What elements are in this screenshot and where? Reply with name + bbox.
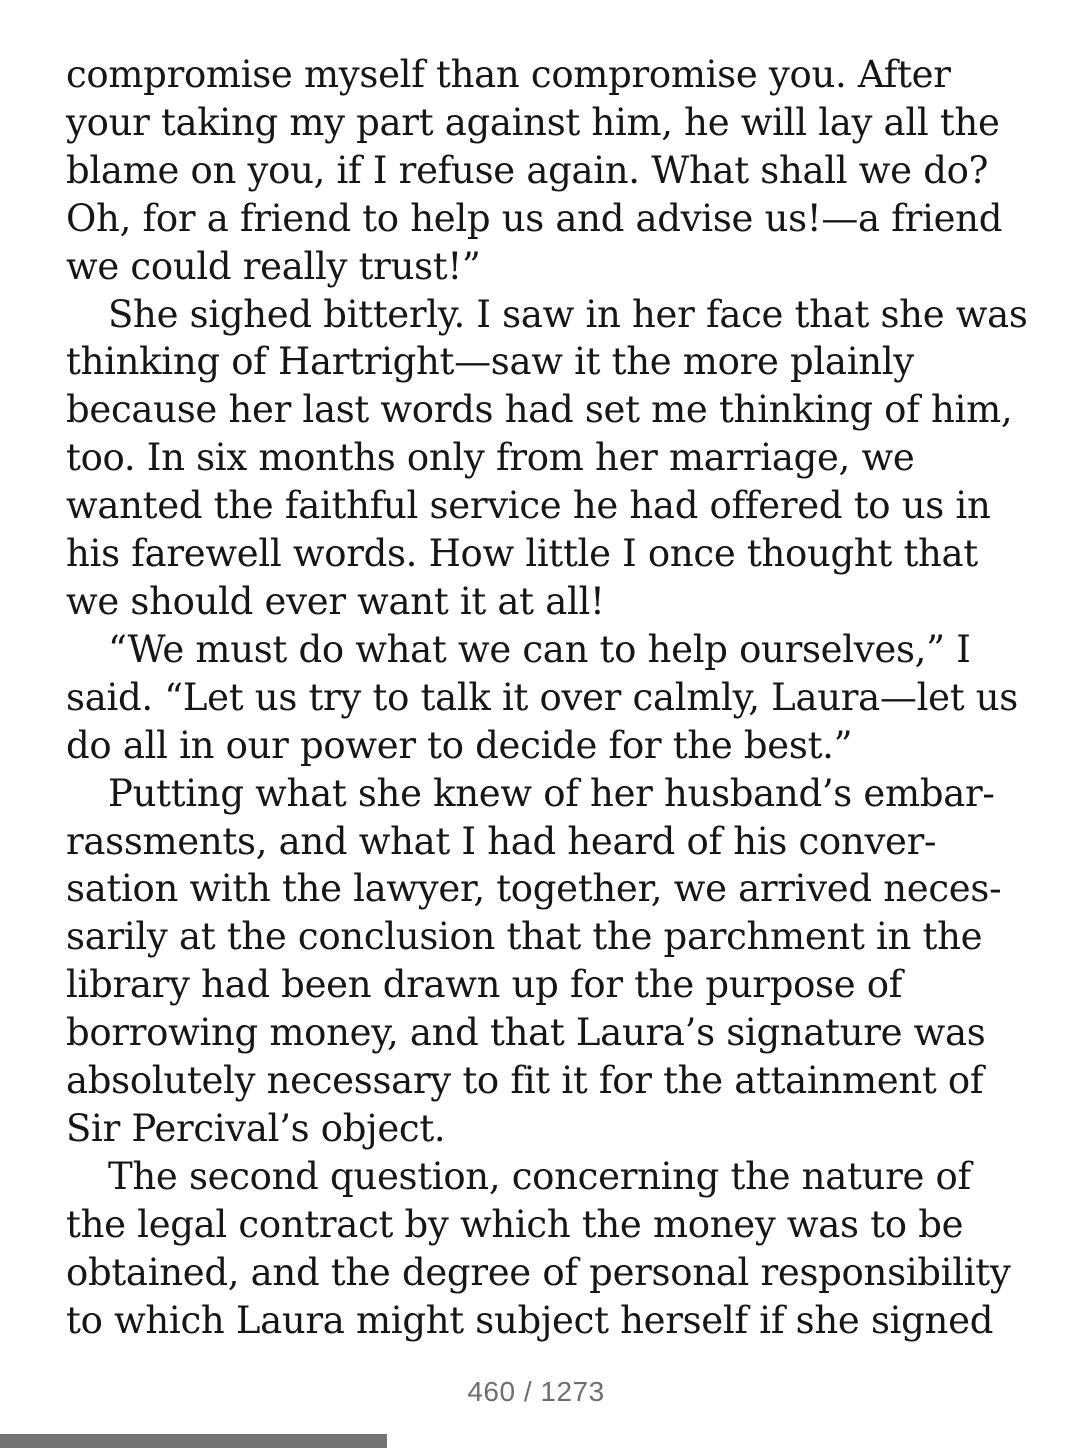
reading-progress-bar[interactable]: [0, 1434, 1072, 1448]
text-line: because her last words had set me thinking of him,: [66, 388, 1013, 432]
text-line: library had been drawn up for the purpose of: [66, 963, 903, 1007]
text-line: borrowing money, and that Laura’s signature was: [66, 1011, 986, 1055]
text-line: do all in our power to decide for the best.”: [66, 723, 853, 767]
text-line: “We must do what we can to help ourselves,” I: [108, 627, 971, 671]
paragraph: [66, 51, 1010, 291]
page-text: [66, 51, 1028, 1344]
text-line: too. In six months only from her marriage, we: [66, 436, 915, 480]
text-line: his farewell words. How little I once thought that: [66, 532, 978, 576]
text-line: Sir Percival’s object.: [66, 1106, 446, 1150]
text-line: obtained, and the degree of personal responsibility: [66, 1250, 1011, 1294]
text-line: rassments, and what I had heard of his conver-: [66, 819, 937, 863]
text-line: we should ever want it at all!: [66, 579, 605, 623]
text-line: wanted the faithful service he had offered to us in: [66, 484, 991, 528]
reading-progress-fill: [0, 1434, 387, 1448]
paragraph: [66, 1153, 1010, 1345]
text-line: the legal contract by which the money was to be: [66, 1202, 964, 1246]
text-line: Oh, for a friend to help us and advise us!—a friend: [66, 196, 1003, 240]
paragraph: [66, 770, 1010, 1153]
text-line: Putting what she knew of her husband’s embar-: [108, 771, 995, 815]
text-line: to which Laura might subject herself if she signed: [66, 1298, 994, 1342]
text-line: your taking my part against him, he will lay all the: [66, 100, 1000, 144]
text-line: absolutely necessary to fit it for the attainment of: [66, 1059, 984, 1103]
text-line: She sighed bitterly. I saw in her face that she was: [108, 292, 1028, 336]
paragraph: [66, 291, 1028, 626]
page-indicator: 460 / 1273: [467, 1376, 605, 1407]
text-line: sation with the lawyer, together, we arrived neces-: [66, 867, 1002, 911]
text-line: said. “Let us try to talk it over calmly, Laura—let us: [66, 675, 1018, 719]
text-line: sarily at the conclusion that the parchment in the: [66, 915, 983, 959]
text-line: thinking of Hartright—saw it the more plainly: [66, 340, 914, 384]
text-line: compromise myself than compromise you. After: [66, 53, 951, 96]
text-line: blame on you, if I refuse again. What shall we do?: [66, 148, 989, 192]
text-line: we could really trust!”: [66, 244, 481, 288]
paragraph: [66, 626, 1018, 770]
text-line: The second question, concerning the nature of: [108, 1154, 971, 1198]
